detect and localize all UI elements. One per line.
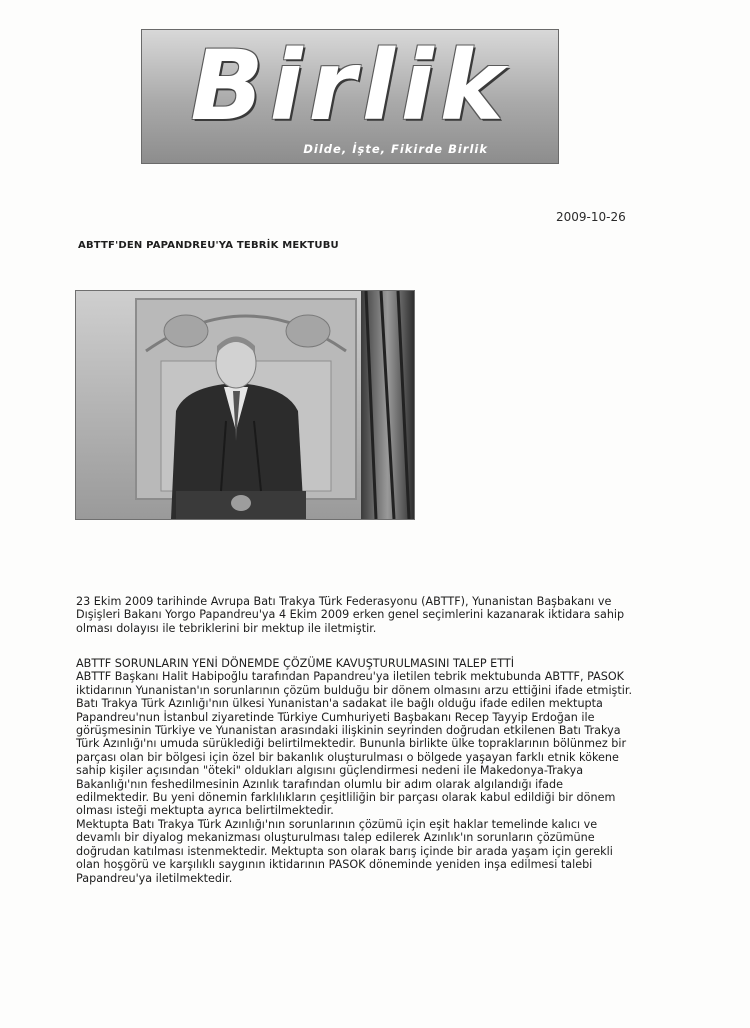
body-paragraph-2: Mektupta Batı Trakya Türk Azınlığı'nın sorunlarının çözümü için eşit haklar temelinde kalıcı ve devamlı bir diyalog mekanizması oluşturulması talep edilerek Azınlık'ın sorunların çözümüne doğrudan katılması istenmektedir. Mektupta son olarak barış içinde bir arada yaşam için gerekli olan hoşgörü ve karşılıklı saygının iktidarının PASOK döneminde yeniden inşa edilmesi talebi Papandreu'ya iletilmektedir. [76, 817, 613, 885]
intro-paragraph: 23 Ekim 2009 tarihinde Avrupa Batı Trakya Türk Federasyonu (ABTTF), Yunanistan Başbakanı ve Dışişleri Bakanı Yorgo Papandreu'ya 4 Ekim 2009 erken genel seçimlerini kazanarak iktidara sahip olması dolayısı ile tebriklerini bir mektup ile iletmiştir. [76, 595, 625, 635]
article-photo [75, 290, 415, 520]
article-body [76, 657, 636, 885]
masthead-title: Birlik [190, 30, 510, 142]
masthead-tagline: Dilde, İşte, Fikirde Birlik [303, 142, 488, 156]
masthead-logo [141, 29, 559, 164]
article-intro [76, 595, 636, 635]
article-subheading: ABTTF SORUNLARIN YENİ DÖNEMDE ÇÖZÜME KAVUŞTURULMASINI TALEP ETTİ [76, 657, 515, 670]
article-headline: ABTTF'DEN PAPANDREU'YA TEBRİK MEKTUBU [78, 240, 339, 251]
body-paragraph-1: ABTTF Başkanı Halit Habipoğlu tarafından Papandreu'ya iletilen tebrik mektubunda ABTTF, PASOK iktidarının Yunanistan'ın sorunlarının çözüm bulduğu bir dönem olmasını arzu ettiğini ifade etmiştir. Batı Trakya Türk Azınlığı'nın ülkesi Yunanistan'a sadakat ile bağlı olduğu ifade edilen mektupta Papandreu'nun İstanbul ziyaretinde Türkiye Cumhuriyeti Başbakanı Recep Tayyip Erdoğan ile görüşmesinin Türkiye ve Yunanistan arasındaki ilişkinin seyrinden doğrudan etkilenen Batı Trakya Türk Azınlığı'nı umuda sürüklediği belirtilmektedir. Bununla birlikte ülke topraklarının bölünmez bir parçası olan bir bölgesi için özel bir bakanlık oluşturulması o bölgede yaşayan farklı etnik kökene sahip kişiler açısından "öteki" oldukları algısını güçlendirmesi nedeni ile Makedonya-Trakya Bakanlığı'nın feshedilmesinin Azınlık tarafından olumlu bir adım olarak algılandığı ifade edilmektedir. Bu yeni dönemin farklılıkların çeşitliliğin bir parçası olarak kabul edildiği bir dönem olması isteği mektupta ayrıca belirtilmektedir. [76, 670, 633, 818]
publication-date: 2009-10-26 [556, 210, 626, 224]
speaker-at-podium-image [76, 291, 414, 519]
